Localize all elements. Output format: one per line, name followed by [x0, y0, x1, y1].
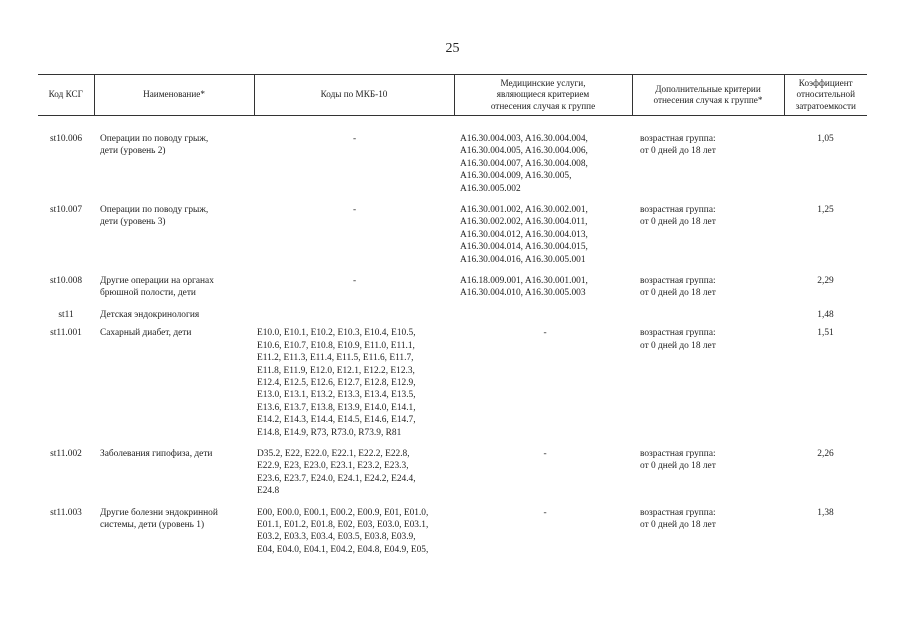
row-coef: 2,29 — [817, 276, 834, 287]
header-coef: Коэффициент относительной затратоемкости — [784, 75, 867, 116]
table-row — [38, 204, 867, 275]
table-row — [38, 327, 867, 448]
header-mkb: Коды по МКБ-10 — [254, 75, 454, 116]
row-code: st10.008 — [49, 276, 83, 287]
row-services: - — [543, 507, 547, 518]
table-header — [38, 75, 867, 116]
row-criteria: возрастная группа: от 0 дней до 18 лет — [640, 448, 716, 472]
row-code: st11.003 — [50, 507, 82, 518]
row-coef: 1,38 — [817, 507, 834, 518]
row-name: Операции по поводу грыж, дети (уровень 2) — [100, 134, 209, 157]
row-name: Другие операции на органах брюшной полости, дети — [100, 276, 214, 299]
row-criteria: возрастная группа: от 0 дней до 18 лет — [640, 276, 716, 299]
row-name: Операции по поводу грыж, дети (уровень 3) — [100, 205, 209, 228]
row-services: A16.30.004.003, A16.30.004.004, A16.30.004.005, A16.30.004.006, A16.30.004.007, A16.30.004.008, A16.30.004.009, A16.30.005, A16.30.005.002 — [460, 134, 588, 194]
table-row — [38, 275, 867, 309]
row-criteria: возрастная группа: от 0 дней до 18 лет — [640, 507, 716, 530]
row-services: - — [543, 328, 547, 339]
row-mkb: E00, E00.0, E00.1, E00.2, E00.9, E01, E01.0, E01.1, E01.2, E01.8, E02, E03, E03.0, E03.1, E03.2, E03.3, E03.4, E03.5, E03.8, E03.9, E04, E04.0, E04.1, E04.2, E04.8, E04.9, E05, — [257, 507, 429, 555]
row-criteria: возрастная группа: от 0 дней до 18 лет — [640, 134, 716, 157]
row-coef: 1,05 — [817, 134, 834, 144]
row-mkb — [254, 309, 454, 327]
row-mkb: D35.2, E22, E22.0, E22.1, E22.2, E22.8, E22.9, E23, E23.0, E23.1, E23.2, E23.3, E23.6, E23.7, E24.0, E24.1, E24.2, E24.4, E24.8 — [257, 448, 416, 497]
header-criteria: Дополнительные критерии отнесения случая к группе* — [632, 75, 784, 116]
row-name: Сахарный диабет, дети — [100, 328, 192, 339]
ksg-table — [38, 74, 867, 565]
header-services: Медицинские услуги, являющиеся критерием отнесения случая к группе — [454, 75, 632, 116]
row-mkb: - — [352, 134, 357, 144]
header-name: Наименование* — [94, 75, 254, 116]
row-services: A16.18.009.001, A16.30.001.001, A16.30.004.010, A16.30.005.003 — [460, 276, 588, 299]
row-services: A16.30.001.002, A16.30.002.001, A16.30.002.002, A16.30.004.011, A16.30.004.012, A16.30.004.013, A16.30.004.014, A16.30.004.015, A16.30.004.016, A16.30.005.001 — [460, 205, 588, 265]
row-coef: 2,26 — [817, 448, 834, 459]
row-code: st10.007 — [49, 205, 83, 216]
row-code: st11.002 — [50, 448, 82, 459]
row-criteria: возрастная группа: от 0 дней до 18 лет — [640, 328, 716, 351]
header-code: Код КСГ — [38, 75, 94, 116]
row-coef: 1,51 — [817, 328, 834, 339]
row-name: Заболевания гипофиза, дети — [100, 448, 213, 459]
row-mkb: E10.0, E10.1, E10.2, E10.3, E10.4, E10.5, E10.6, E10.7, E10.8, E10.9, E11.0, E11.1, E11.2, E11.3, E11.4, E11.5, E11.6, E11.7, E11.8, E11.9, E12.0, E12.1, E12.2, E12.3, E12.4, E12.5, E12.6, E12.7, E12.8, E12.9, E13.0, E13.1, E13.2, E13.3, E13.4, E13.5, E13.6, E13.7, E13.8, E13.9, E14.0, E14.1, E14.2, E14.3, E14.4, E14.5, E14.6, E14.7, E14.8, E14.9, R73, R73.0, R73.9, R81 — [257, 328, 416, 438]
page-number: 25 — [445, 41, 460, 56]
row-name: Детская эндокринология — [100, 309, 200, 320]
row-name: Другие болезни эндокринной системы, дети (уровень 1) — [100, 507, 218, 530]
row-coef: 1,25 — [817, 205, 834, 216]
row-coef: 1,48 — [817, 309, 834, 320]
table-row — [38, 448, 867, 507]
row-mkb: - — [352, 276, 357, 287]
row-criteria — [632, 309, 784, 327]
row-services — [454, 309, 632, 327]
row-code: st11 — [58, 309, 74, 320]
row-mkb: - — [352, 205, 357, 216]
row-code: st11.001 — [50, 328, 82, 339]
row-services: - — [543, 448, 547, 459]
group-row — [38, 309, 867, 327]
row-criteria: возрастная группа: от 0 дней до 18 лет — [640, 205, 716, 228]
table-row — [38, 116, 867, 205]
row-code: st10.006 — [49, 134, 83, 144]
table-row — [38, 507, 867, 566]
